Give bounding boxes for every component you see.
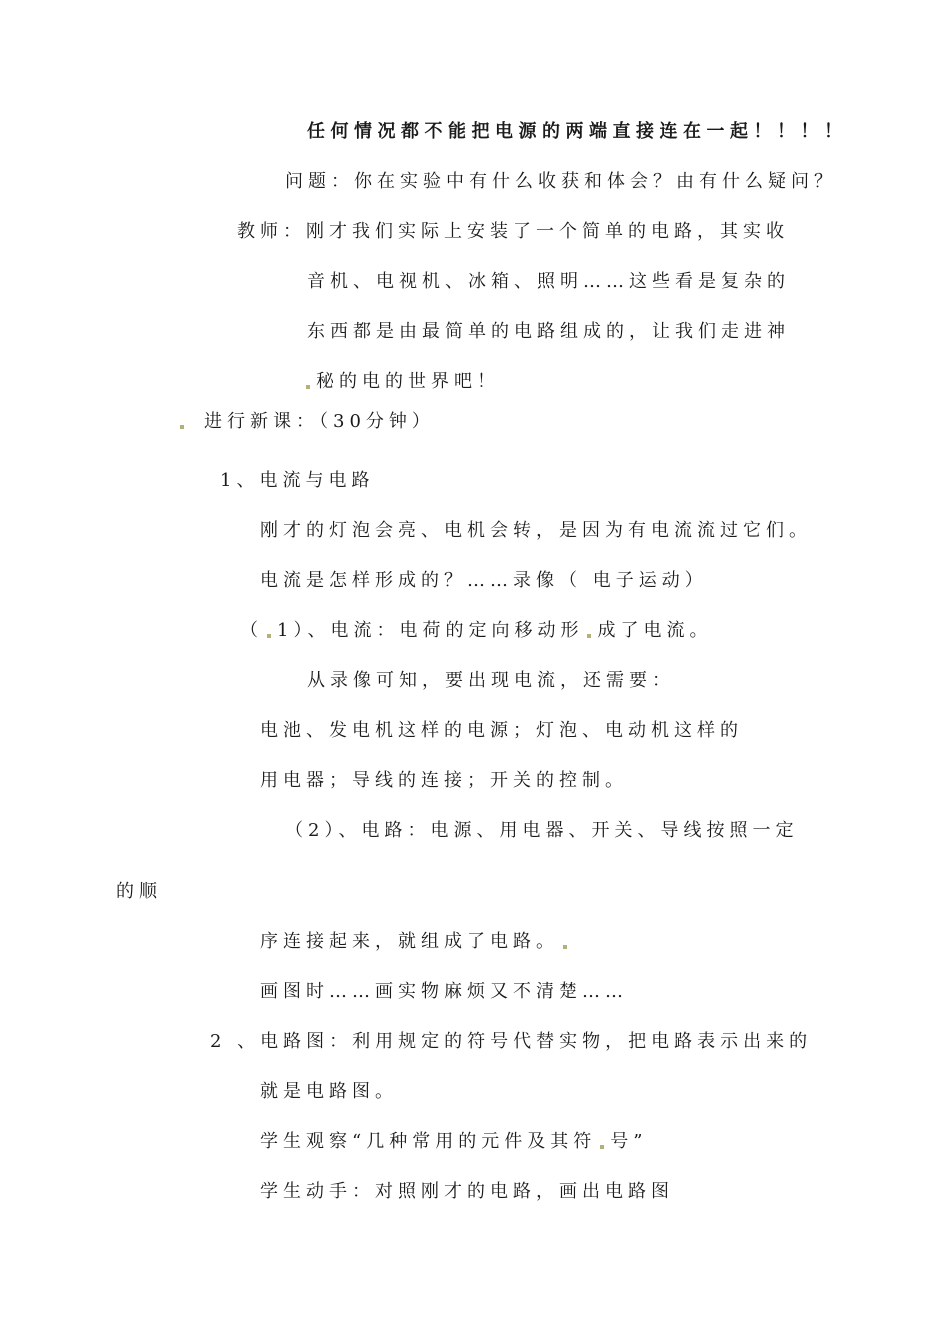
marker-dot xyxy=(306,385,310,389)
definition-current xyxy=(240,619,712,643)
question-line xyxy=(285,170,837,194)
section-2-text: 2 、电路图：利用规定的符号代替实物，把电路表示出来的 xyxy=(210,1031,813,1052)
paragraph-1-text: 刚才的灯泡会亮、电机会转，是因为有电流流过它们。 xyxy=(260,520,812,541)
paragraph-2-text: 电流是怎样形成的？……录像（ 电子运动） xyxy=(260,570,708,591)
paragraph-2 xyxy=(260,569,708,593)
paragraph-4 xyxy=(260,719,743,743)
paragraph-1 xyxy=(260,519,812,543)
definition-current-text-b: 1）、电流：电荷的定向移动形 xyxy=(277,620,584,641)
section-1-heading xyxy=(220,469,374,493)
definition-circuit xyxy=(285,819,798,843)
marker-dot xyxy=(563,945,567,949)
new-lesson-line xyxy=(176,410,435,434)
paragraph-5-text: 用电器；导线的连接；开关的控制。 xyxy=(260,770,628,791)
teacher-line-1 xyxy=(237,220,789,244)
teacher-text-1: 教师：刚才我们实际上安装了一个简单的电路，其实收 xyxy=(237,221,789,242)
definition-circuit-line-3 xyxy=(260,930,573,954)
paragraph-5 xyxy=(260,769,628,793)
paragraph-6 xyxy=(260,980,628,1004)
paragraph-7 xyxy=(260,1130,647,1154)
teacher-line-2 xyxy=(307,270,790,294)
paragraph-8 xyxy=(260,1180,674,1204)
teacher-line-4 xyxy=(302,370,500,394)
question-text: 问题：你在实验中有什么收获和体会？由有什么疑问？ xyxy=(285,171,837,192)
teacher-text-3: 东西都是由最简单的电路组成的，让我们走进神 xyxy=(307,321,790,342)
new-lesson-text: 进行新课：（30分钟） xyxy=(204,411,435,432)
paragraph-4-text: 电池、发电机这样的电源；灯泡、电动机这样的 xyxy=(260,720,743,741)
section-2-text-2: 就是电路图。 xyxy=(260,1081,398,1102)
paragraph-6-text: 画图时……画实物麻烦又不清楚…… xyxy=(260,981,628,1002)
definition-circuit-text-3: 序连接起来，就组成了电路。 xyxy=(260,931,559,952)
marker-dot xyxy=(267,634,271,638)
definition-circuit-line-2 xyxy=(116,880,162,904)
definition-current-text-c: 成了电流。 xyxy=(597,620,713,641)
paragraph-3 xyxy=(307,669,675,693)
teacher-line-3 xyxy=(307,320,790,344)
teacher-text-2: 音机、电视机、冰箱、照明……这些看是复杂的 xyxy=(307,271,790,292)
paragraph-8-text: 学生动手：对照刚才的电路，画出电路图 xyxy=(260,1181,674,1202)
definition-circuit-text-2: 的顺 xyxy=(116,881,162,902)
section-2-heading xyxy=(210,1030,812,1054)
paragraph-7-text-a: 学生观察“几种常用的元件及其符 xyxy=(260,1131,597,1152)
section-2-line-2 xyxy=(260,1080,398,1104)
section-1-text: 1、电流与电路 xyxy=(220,470,375,491)
definition-current-text-a: （ xyxy=(240,620,263,641)
paragraph-7-text-b: 号” xyxy=(610,1131,648,1152)
warning-line xyxy=(307,120,848,144)
teacher-text-4: 秘的电的世界吧！ xyxy=(316,371,500,392)
paragraph-3-text: 从录像可知，要出现电流，还需要： xyxy=(307,670,675,691)
definition-circuit-text: （2）、电路：电源、用电器、开关、导线按照一定 xyxy=(285,820,799,841)
marker-dot xyxy=(600,1145,604,1149)
marker-dot xyxy=(180,425,184,429)
warning-text: 任何情况都不能把电源的两端直接连在一起！！！！ xyxy=(307,121,848,142)
marker-dot xyxy=(587,634,591,638)
